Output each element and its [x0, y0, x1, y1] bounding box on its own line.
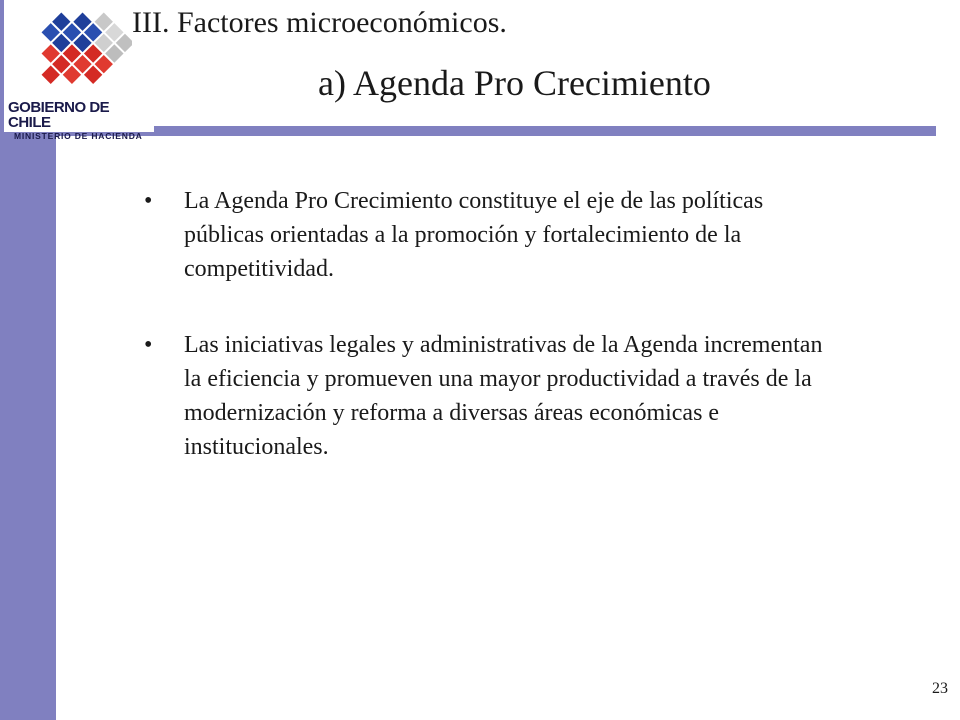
bullet-item: • Las iniciativas legales y administrativas de la Agenda incrementan la eficiencia y promueven una mayor productividad a través de la modernización y reforma a diversas áreas económicas e institucionales. [142, 328, 842, 464]
logo-wordmark [8, 100, 154, 141]
logo-line-ministry: MINISTERIO DE HACIENDA [14, 131, 143, 141]
logo-emblem-icon [26, 2, 132, 98]
page-number: 23 [932, 680, 948, 697]
slide-title: a) Agenda Pro Crecimiento [318, 63, 711, 103]
section-heading: III. Factores microeconómicos. [132, 6, 507, 39]
bullet-list [142, 184, 842, 506]
logo-line-government: GOBIERNO DE CHILE [8, 99, 110, 131]
header-divider [32, 126, 936, 136]
bullet-item: • La Agenda Pro Crecimiento constituye el eje de las políticas públicas orientadas a la promoción y fortalecimiento de la competitividad. [142, 184, 842, 286]
